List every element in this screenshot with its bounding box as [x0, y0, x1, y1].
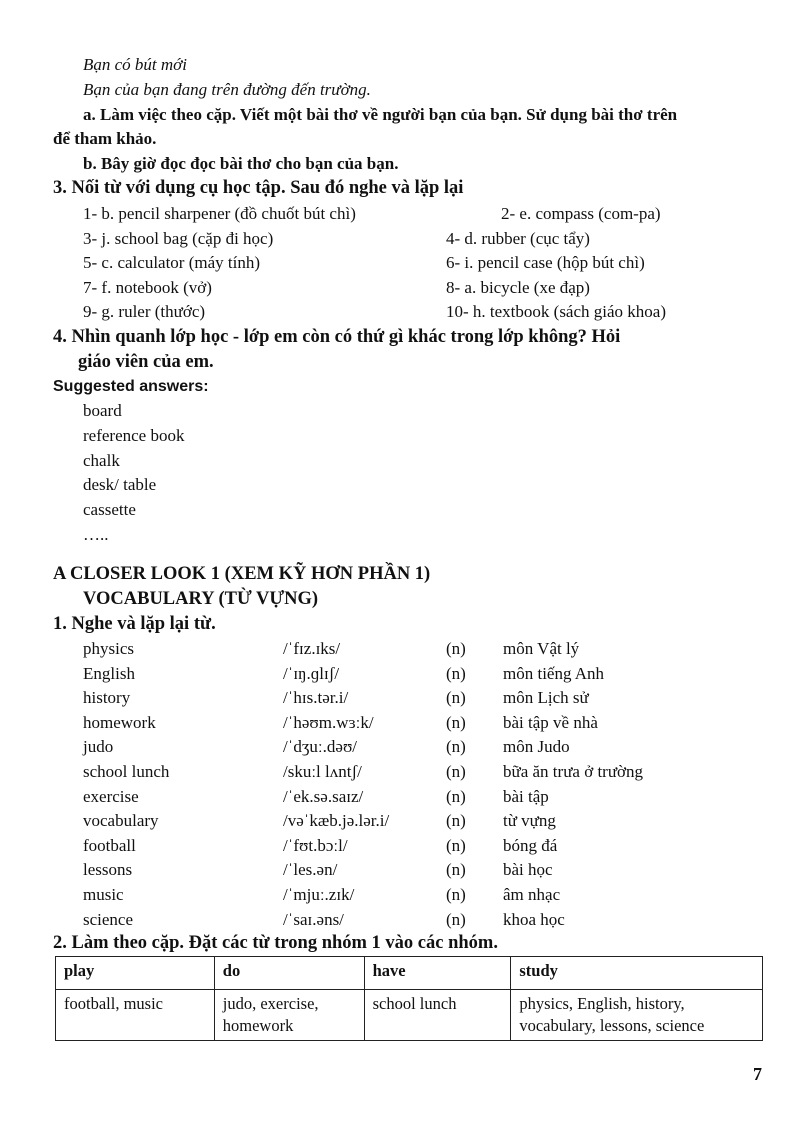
suggested-answers-label: Suggested answers:	[53, 378, 209, 395]
cell-have	[364, 990, 511, 1041]
table-row	[0, 712, 800, 736]
vocab-word: football	[83, 835, 136, 855]
poem-line-2: Bạn của bạn đang trên đường đến trường.	[83, 80, 371, 99]
vocab-ipa: /vəˈkæb.jə.lər.i/	[283, 811, 390, 831]
vocab-meaning: âm nhạc	[503, 885, 561, 904]
vocab-ipa: /ˈfʊt.bɔːl/	[283, 835, 348, 855]
matching-pair-right: 8- a. bicycle (xe đạp)	[446, 277, 590, 297]
table-row	[0, 663, 800, 687]
header-study: study	[511, 957, 763, 990]
list-item: cassette	[83, 500, 136, 520]
vocab-pos: (n)	[446, 762, 466, 781]
vocab-word: vocabulary	[83, 811, 159, 831]
section-4-title-cont: giáo viên của em.	[78, 352, 214, 372]
table-row	[0, 909, 800, 933]
cell-do	[214, 990, 364, 1041]
cell-study	[511, 990, 763, 1041]
cell-study-line-1: physics, English, history,	[519, 994, 685, 1013]
matching-pair-right: 10- h. textbook (sách giáo khoa)	[446, 302, 666, 322]
table-row	[0, 638, 800, 662]
section-4-title: 4. Nhìn quanh lớp học - lớp em còn có thứ gì khác trong lớp không? Hỏi	[53, 327, 621, 347]
matching-pair-left: 7- f. notebook (vở)	[83, 277, 212, 297]
vocab-word: physics	[83, 639, 134, 658]
vocab-meaning: bài học	[503, 860, 553, 880]
matching-pair-left: 3- j. school bag (cặp đi học)	[83, 228, 274, 248]
vocab-pos: (n)	[446, 811, 466, 831]
vocab-meaning: môn Lịch sử	[503, 688, 589, 708]
task-b-text: b. Bây giờ đọc đọc bài thơ cho bạn của bạn.	[83, 154, 399, 173]
table-row	[0, 810, 800, 834]
list-item: desk/ table	[83, 475, 157, 495]
vocab-ipa: /ˈdʒuː.dəʊ/	[283, 737, 358, 757]
list-item: board	[83, 401, 122, 420]
list-item: reference book	[83, 425, 185, 445]
cell-do-line-2: homework	[222, 1016, 294, 1035]
list-item: …..	[83, 525, 109, 544]
table-header-row	[56, 957, 763, 990]
vocab-section-title: 1. Nghe và lặp lại từ.	[53, 614, 216, 634]
vocab-ipa: /ˈfɪz.ɪks/	[283, 639, 341, 658]
table-row	[56, 990, 763, 1041]
matching-pair-right: 6- i. pencil case (hộp bút chì)	[446, 253, 645, 273]
vocab-meaning: khoa học	[503, 909, 565, 929]
cell-do-line-1: judo, exercise,	[222, 994, 319, 1013]
vocab-pos: (n)	[446, 639, 466, 658]
vocab-pos: (n)	[446, 909, 466, 929]
matching-pair-left: 5- c. calculator (máy tính)	[83, 253, 261, 273]
vocabulary-subtitle: VOCABULARY (TỪ VỰNG)	[83, 589, 319, 609]
vocab-word: judo	[83, 737, 114, 757]
vocab-meaning: từ vựng	[503, 811, 556, 831]
matching-pair-right: 2- e. compass (com-pa)	[501, 204, 661, 223]
vocab-ipa: /skuːl lʌntʃ/	[283, 762, 362, 781]
groups-section-title: 2. Làm theo cặp. Đặt các từ trong nhóm 1 vào các nhóm.	[53, 933, 498, 953]
task-a-text: a. Làm việc theo cặp. Viết một bài thơ về người bạn của bạn. Sử dụng bài thơ trên	[83, 105, 678, 124]
vocab-meaning: bài tập	[503, 786, 549, 806]
vocab-word: history	[83, 688, 131, 708]
vocab-word: exercise	[83, 786, 139, 806]
vocab-meaning: bóng đá	[503, 835, 558, 855]
vocab-pos: (n)	[446, 835, 466, 855]
cell-study-line-2: vocabulary, lessons, science	[519, 1016, 705, 1035]
vocab-word: school lunch	[83, 762, 170, 781]
table-row	[0, 786, 800, 810]
vocab-pos: (n)	[446, 712, 466, 732]
vocab-meaning: bữa ăn trưa ở trường	[503, 762, 644, 781]
closer-look-title: A CLOSER LOOK 1 (XEM KỸ HƠN PHẦN 1)	[53, 564, 431, 584]
matching-pair-left: 9- g. ruler (thước)	[83, 302, 206, 322]
vocab-meaning: môn Judo	[503, 737, 570, 757]
table-row	[0, 736, 800, 760]
vocab-ipa: /ˈek.sə.saɪz/	[283, 786, 364, 806]
table-row	[0, 835, 800, 859]
table-row	[0, 687, 800, 711]
vocab-word: English	[83, 663, 135, 683]
task-a-text-cont: để tham khảo.	[53, 129, 157, 148]
vocab-ipa: /ˈsaɪ.əns/	[283, 909, 344, 929]
vocab-pos: (n)	[446, 860, 466, 880]
cell-play-line-1: football, music	[64, 994, 163, 1013]
section-3-title: 3. Nối từ với dụng cụ học tập. Sau đó nghe và lặp lại	[53, 178, 464, 198]
vocab-ipa: /ˈhəʊm.wɜːk/	[283, 712, 374, 732]
table-row	[0, 859, 800, 883]
vocab-word: science	[83, 909, 134, 929]
poem-line-1: Bạn có bút mới	[83, 55, 187, 74]
vocab-pos: (n)	[446, 786, 466, 806]
vocab-ipa: /ˈɪŋ.ɡlɪʃ/	[283, 663, 340, 683]
header-have: have	[364, 957, 511, 990]
header-play: play	[56, 957, 215, 990]
vocab-ipa: /ˈhɪs.tər.i/	[283, 688, 349, 708]
vocab-ipa: /ˈles.ən/	[283, 860, 338, 880]
vocab-word: music	[83, 885, 124, 904]
matching-pair-left: 1- b. pencil sharpener (đồ chuốt bút chì)	[83, 204, 356, 223]
vocab-pos: (n)	[446, 737, 466, 757]
cell-have-line-1: school lunch	[372, 994, 457, 1013]
vocab-word: homework	[83, 712, 156, 732]
list-item: chalk	[83, 450, 120, 470]
table-row	[0, 884, 800, 908]
header-do: do	[214, 957, 364, 990]
vocab-meaning: bài tập về nhà	[503, 712, 598, 732]
table-row	[0, 761, 800, 785]
cell-play	[56, 990, 215, 1041]
vocab-meaning: môn tiếng Anh	[503, 663, 605, 683]
vocab-pos: (n)	[446, 663, 466, 683]
vocab-pos: (n)	[446, 885, 466, 904]
vocab-ipa: /ˈmjuː.zɪk/	[283, 885, 355, 904]
vocab-word: lessons	[83, 860, 133, 880]
page-number: 7	[753, 1064, 762, 1084]
matching-pair-right: 4- d. rubber (cục tẩy)	[446, 228, 590, 248]
vocab-meaning: môn Vật lý	[503, 639, 580, 658]
word-groups-table	[55, 956, 763, 1041]
vocab-pos: (n)	[446, 688, 466, 708]
